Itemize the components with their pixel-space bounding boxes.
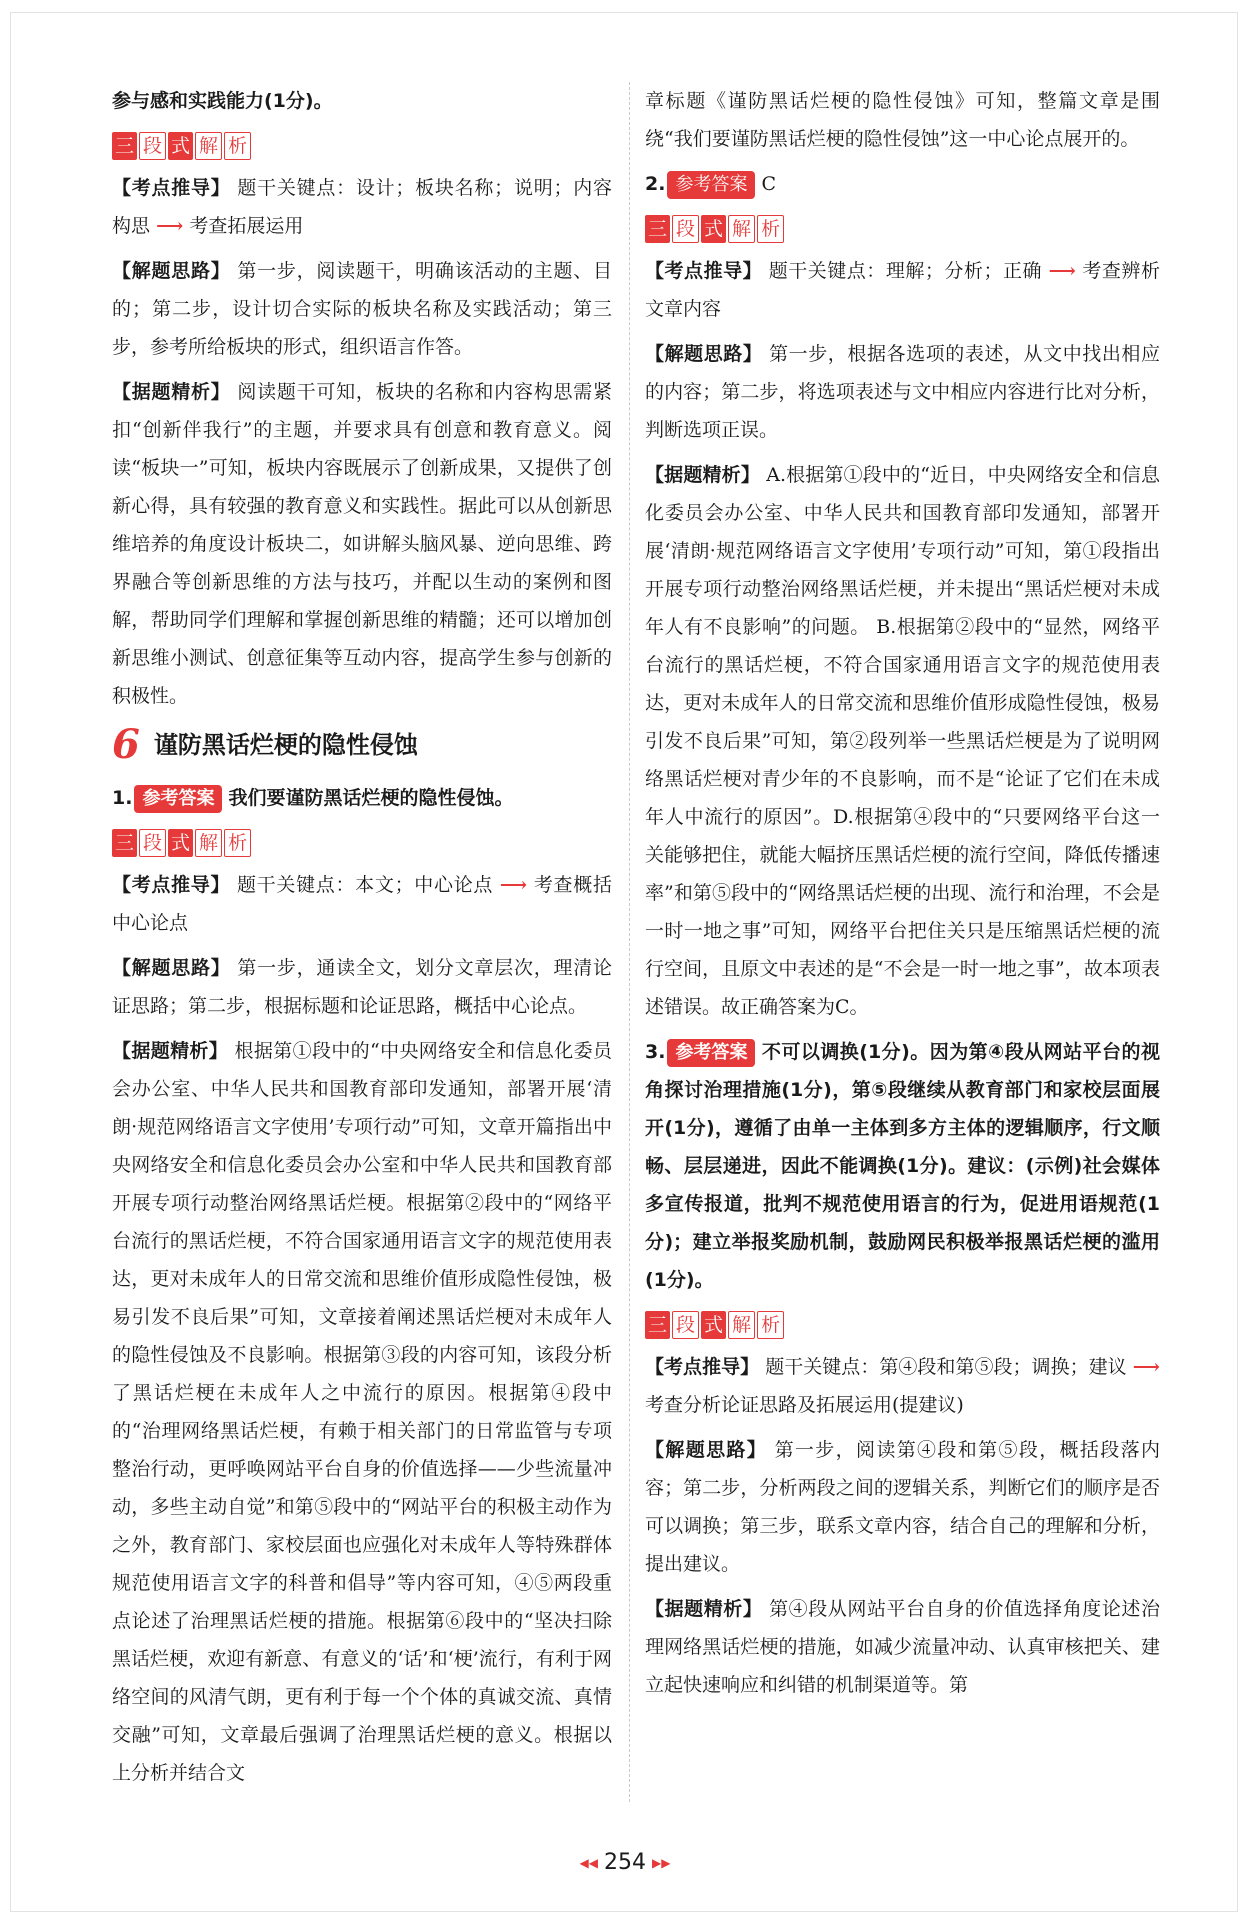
- block-tag: 【解题思路】: [112, 260, 231, 282]
- analysis-chips: [645, 1306, 1160, 1340]
- chip: 解: [195, 132, 222, 160]
- block-text: 阅读题干可知，板块的名称和内容构思需紧扣“创新伴我行”的主题，并要求具有创意和教育意义。阅读“板块一”可知，板块内容既展示了创新成果，又提供了创新心得，具有较强的教育意义和实践性。据此可以从创新思维培养的角度设计板块二，如讲解头脑风暴、逆向思维、跨界融合等创新思维的方法与技巧，并配以生动的案例和图解，帮助同学们理解和掌握创新思维的精髓；还可以增加创新思维小测试、创意征集等互动内容，提高学生参与创新的积极性。: [112, 381, 612, 707]
- block-text: 第④段从网站平台自身的价值选择角度论述治理网络黑话烂梗的措施，如减少流量冲动、认真审核把关、建立起快速响应和纠错的机制渠道等。第: [645, 1598, 1160, 1696]
- block-text: 题干关键点：设计；板块名称；说明；内容构思: [112, 177, 612, 237]
- chip: 三: [645, 1311, 670, 1339]
- answer-label: 参考答案: [134, 785, 222, 813]
- chip: 段: [672, 1311, 699, 1339]
- siluo-block: [645, 1431, 1160, 1583]
- arrow-icon: ⟶: [1048, 260, 1076, 282]
- question-number: 3.: [645, 1041, 666, 1063]
- chip: 三: [112, 829, 137, 857]
- chip: 解: [728, 1311, 755, 1339]
- intro-line: 参与感和实践能力(1分)。: [112, 90, 333, 112]
- analysis-chips: [112, 127, 612, 161]
- block-tag: 【解题思路】: [645, 1439, 768, 1461]
- continued-text: 章标题《谨防黑话烂梗的隐性侵蚀》可知，整篇文章是围绕“我们要谨防黑话烂梗的隐性侵蚀”这一中心论点展开的。: [645, 90, 1160, 150]
- block-text: B.根据第②段中的“显然，网络平台流行的黑话烂梗，不符合国家通用语言文字的规范使用表达，更对未成年人的日常交流和思维价值形成隐性侵蚀，极易引发不良后果”可知，第②段列举一些黑话烂梗是为了说明网络黑话烂梗对青少年的不良影响，而不是“论证了它们在未成年人中流行的原因”。D.根据第④段中的“只要网络平台这一关能够把住，就能大幅挤压黑话烂梗的流行空间，降低传播速率”和第⑤段中的“网络黑话烂梗的出现、流行和治理，不会是一时一地之事”可知，网络平台把住关只是压缩黑话烂梗的流行空间，且原文中表述的是“不会是一时一地之事”，故本项表述错误。故正确答案为C。: [645, 616, 1161, 1018]
- jingxi-block: [645, 1590, 1160, 1704]
- block-text: 考查概括中心论点: [112, 874, 612, 934]
- answer-label: 参考答案: [667, 1039, 755, 1067]
- block-tag: 【解题思路】: [112, 957, 231, 979]
- block-tag: 【据题精析】: [645, 464, 760, 486]
- chip: 析: [757, 215, 784, 243]
- chip: 段: [672, 215, 699, 243]
- chip: 解: [728, 215, 755, 243]
- left-column: [112, 82, 612, 1799]
- block-text: 根据第①段中的“中央网络安全和信息化委员会办公室、中华人民共和国教育部印发通知，部署开展‘清朗·规范网络语言文字使用’专项行动”可知，文章开篇指出中央网络安全和信息化委员会办公室和中华人民共和国教育部开展专项行动整治网络黑话烂梗。根据第②段中的“网络平台流行的黑话烂梗，不符合国家通用语言文字的规范使用表达，更对未成年人的日常交流和思维价值形成隐性侵蚀，极易引发不良后果”可知，文章接着阐述黑话烂梗对未成年人的隐性侵蚀及不良影响。根据第③段的内容可知，该段分析了黑话烂梗在未成年人之中流行的原因。根据第④段中的“治理网络黑话烂梗，有赖于相关部门的日常监管与专项整治行动，更呼唤网站平台自身的价值选择——少些流量冲动，多些主动自觉”和第⑤段中的“网站平台的积极主动作为之外，教育部门、家校层面也应强化对未成年人等特殊群体规范使用语言文字的科普和倡导”等内容可知，④⑤两段重点论述了治理黑话烂梗的措施。根据第⑥段中的“坚决扫除黑话烂梗，欢迎有新意、有意义的‘话’和‘梗’流行，有利于网络空间的风清气朗，更有利于每一个个体的真诚交流、真情交融”可知，文章最后强调了治理黑话烂梗的意义。根据以上分析并结合文: [112, 1040, 612, 1784]
- chip: 式: [701, 1311, 726, 1339]
- siluo-block: [112, 252, 612, 366]
- jingxi-block: [112, 1032, 612, 1792]
- block-tag: 【据题精析】: [112, 1040, 229, 1062]
- block-text: 第一步，通读全文，划分文章层次，理清论证思路；第二步，根据标题和论证思路，概括中心论点。: [112, 957, 612, 1017]
- block-text: 题干关键点：第④段和第⑤段；调换；建议: [765, 1356, 1127, 1378]
- chip: 式: [701, 215, 726, 243]
- siluo-block: [645, 335, 1160, 449]
- answer-text: C: [761, 173, 776, 195]
- block-text: 题干关键点：本文；中心论点: [236, 874, 494, 896]
- chip: 析: [224, 132, 251, 160]
- answer-text: 不可以调换(1分)。因为第④段从网站平台的视角探讨治理措施(1分)，第⑤段继续从教育部门和家校层面展开(1分)，遵循了由单一主体到多方主体的逻辑顺序，行文顺畅、层层递进，因此不能调换(1分)。建议：(示例)社会媒体多宣传报道，批判不规范使用语言的行为，促进用语规范(1分)；建立举报奖励机制，鼓励网民积极举报黑话烂梗的滥用(1分)。: [645, 1041, 1160, 1291]
- chip: 式: [168, 132, 193, 160]
- block-text: 第一步，根据各选项的表述，从文中找出相应的内容；第二步，将选项表述与文中相应内容进行比对分析，判断选项正误。: [645, 343, 1160, 441]
- section-number: 6: [112, 721, 140, 768]
- block-text: 考查拓展运用: [189, 215, 304, 237]
- block-tag: 【考点推导】: [645, 260, 763, 282]
- kaodian-block: [112, 169, 612, 245]
- chip: 段: [139, 132, 166, 160]
- block-tag: 【据题精析】: [112, 381, 231, 403]
- block-tag: 【考点推导】: [112, 874, 231, 896]
- kaodian-block: [645, 1348, 1160, 1424]
- left-triangle-icon: ◀◀: [579, 1856, 598, 1870]
- question-number: 1.: [112, 787, 133, 809]
- answer-text: 我们要谨防黑话烂梗的隐性侵蚀。: [228, 787, 514, 809]
- kaodian-block: [112, 866, 612, 942]
- block-tag: 【考点推导】: [645, 1356, 760, 1378]
- chip: 三: [645, 215, 670, 243]
- block-text: 第一步，阅读题干，明确该活动的主题、目的；第二步，设计切合实际的板块名称及实践活动；第三步，参考所给板块的形式，组织语言作答。: [112, 260, 612, 358]
- right-triangle-icon: ▶▶: [652, 1856, 671, 1870]
- answer-label: 参考答案: [667, 171, 755, 199]
- block-text: 考查分析论证思路及拓展运用(提建议): [645, 1394, 964, 1416]
- section-heading: [112, 721, 612, 768]
- chip: 段: [139, 829, 166, 857]
- block-text: A.根据第①段中的“近日，中央网络安全和信息化委员会办公室、中华人民共和国教育部印发通知，部署开展‘清朗·规范网络语言文字使用’专项行动”可知，第①段指出开展专项行动整治网络黑话烂梗，并未提出“黑话烂梗对未成年人有不良影响”的问题。: [645, 464, 1160, 638]
- right-column: [645, 82, 1160, 1711]
- block-text: 第一步，阅读第④段和第⑤段，概括段落内容；第二步，分析两段之间的逻辑关系，判断它们的顺序是否可以调换；第三步，联系文章内容，结合自己的理解和分析，提出建议。: [645, 1439, 1160, 1575]
- jingxi-block: [112, 373, 612, 715]
- column-divider: [629, 82, 630, 1802]
- arrow-icon: ⟶: [1132, 1356, 1160, 1378]
- q1-answer: [112, 779, 612, 817]
- block-tag: 【考点推导】: [112, 177, 231, 199]
- chip: 析: [224, 829, 251, 857]
- block-tag: 【据题精析】: [645, 1598, 763, 1620]
- kaodian-block: [645, 252, 1160, 328]
- page-number-text: 254: [604, 1850, 646, 1875]
- arrow-icon: ⟶: [156, 215, 184, 237]
- chip: 三: [112, 132, 137, 160]
- chip: 解: [195, 829, 222, 857]
- analysis-chips: [645, 210, 1160, 244]
- page-number: [0, 1850, 1250, 1875]
- chip: 析: [757, 1311, 784, 1339]
- block-text: 题干关键点：理解；分析；正确: [768, 260, 1043, 282]
- q2-answer: [645, 165, 1160, 203]
- arrow-icon: ⟶: [499, 874, 528, 896]
- q3-answer: [645, 1033, 1160, 1299]
- siluo-block: [112, 949, 612, 1025]
- jingxi-block: [645, 456, 1160, 1026]
- block-tag: 【解题思路】: [645, 343, 763, 365]
- analysis-chips: [112, 824, 612, 858]
- block-text: 考查辨析文章内容: [645, 260, 1160, 320]
- chip: 式: [168, 829, 193, 857]
- question-number: 2.: [645, 173, 666, 195]
- section-title: 谨防黑话烂梗的隐性侵蚀: [153, 731, 418, 759]
